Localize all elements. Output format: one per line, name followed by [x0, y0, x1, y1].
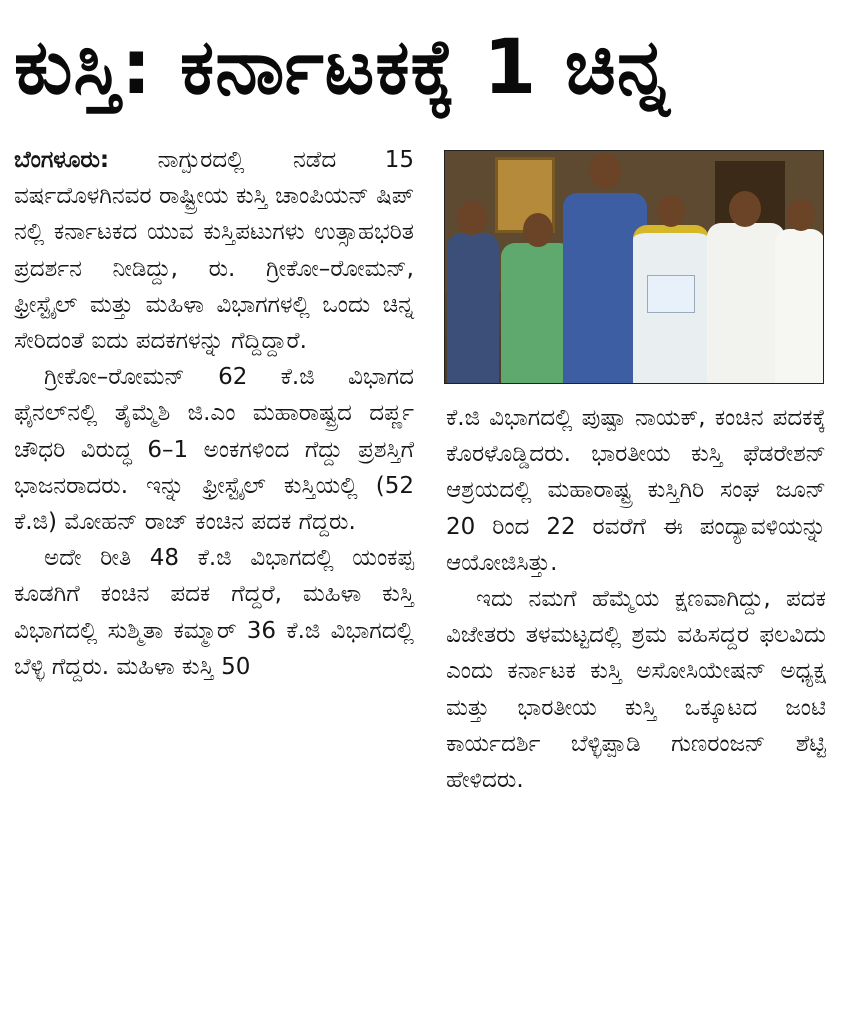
photo-person-2	[501, 183, 571, 383]
paragraph-3: ಅದೇ ರೀತಿ 48 ಕೆ.ಜಿ ವಿಭಾಗದಲ್ಲಿ ಯಂಕಪ್ಪ ಕೂಡಗಿಗೆ ಕಂಚಿನ ಪದಕ ಗೆದ್ದರೆ, ಮಹಿಳಾ ಕುಸ್ತಿ ವಿಭಾಗದಲ್ಲಿ ಸುಶ್ಮಿತಾ ಕಮ್ಮಾರ್ 36 ಕೆ.ಜಿ ವಿಭಾಗದಲ್ಲಿ ಬೆಳ್ಳಿ ಗೆದ್ದರು. ಮಹಿಳಾ ಕುಸ್ತಿ 50	[14, 545, 414, 680]
lead-paragraph	[14, 142, 414, 359]
paragraph-4: ಕೆ.ಜಿ ವಿಭಾಗದಲ್ಲಿ ಪುಷ್ಪಾ ನಾಯಕ್, ಕಂಚಿನ ಪದಕಕ್ಕೆ ಕೊರಳೊಡ್ಡಿದರು. ಭಾರತೀಯ ಕುಸ್ತಿ ಫೆಡರೇಶನ್ ಆಶ್ರಯದಲ್ಲಿ ಮಹಾರಾಷ್ಟ್ರ ಕುಸ್ತಿಗಿರಿ ಸಂಘ ಜೂನ್ 20 ರಿಂದ 22 ರವರೆಗೆ ಈ ಪಂದ್ಯಾವಳಿಯನ್ನು ಆಯೋಜಿಸಿತ್ತು.	[446, 405, 826, 576]
lead-text: ನಾಗ್ಪುರದಲ್ಲಿ ನಡೆದ 15 ವರ್ಷದೊಳಗಿನವರ ರಾಷ್ಟ್ರೀಯ ಕುಸ್ತಿ ಚಾಂಪಿಯನ್ ಷಿಪ್ ನಲ್ಲಿ ಕರ್ನಾಟಕದ ಯುವ ಕುಸ್ತಿಪಟುಗಳು ಉತ್ಸಾಹಭರಿತ ಪ್ರದರ್ಶನ ನೀಡಿದ್ದು, ರು. ಗ್ರೀಕೋ–ರೋಮನ್, ಫ್ರೀಸ್ಟೈಲ್ ಮತ್ತು ಮಹಿಳಾ ವಿಭಾಗಗಳಲ್ಲಿ ಒಂದು ಚಿನ್ನ ಸೇರಿದಂತೆ ಐದು ಪದಕಗಳನ್ನು ಗೆದ್ದಿದ್ದಾರೆ.	[14, 147, 414, 355]
news-photo	[444, 150, 824, 384]
article-column-left	[14, 142, 414, 685]
paragraph-2: ಗ್ರೀಕೋ–ರೋಮನ್ 62 ಕೆ.ಜಿ ವಿಭಾಗದ ಫೈನಲ್‌ನಲ್ಲಿ ತೈಮ್ಮೆಶಿ ಜಿ.ಎಂ ಮಹಾರಾಷ್ಟ್ರದ ದರ್ಪ್ಣ ಚೌಧರಿ ವಿರುದ್ಧ 6–1 ಅಂಕಗಳಿಂದ ಗೆದ್ದು ಪ್ರಶಸ್ತಿಗೆ ಭಾಜನರಾದರು. ಇನ್ನು ಫ್ರೀಸ್ಟೈಲ್ ಕುಸ್ತಿಯಲ್ಲಿ (52 ಕೆ.ಜಿ) ಮೋಹನ್ ರಾಜ್ ಕಂಚಿನ ಪದಕ ಗೆದ್ದರು.	[14, 364, 414, 536]
headline: ಕುಸ್ತಿ: ಕರ್ನಾಟಕಕ್ಕೆ 1 ಚಿನ್ನ	[14, 22, 671, 111]
article-column-right	[446, 400, 826, 798]
dateline: ಬೆಂಗಳೂರು:	[14, 147, 110, 173]
photo-person-5	[707, 175, 785, 383]
photo-certificate	[647, 275, 695, 313]
paragraph-5: ಇದು ನಮಗೆ ಹೆಮ್ಮೆಯ ಕ್ಷಣವಾಗಿದ್ದು, ಪದಕ ವಿಜೇತರು ತಳಮಟ್ಟದಲ್ಲಿ ಶ್ರಮ ವಹಿಸದ್ದರ ಫಲವಿದು ಎಂದು ಕರ್ನಾಟಕ ಕುಸ್ತಿ ಅಸೋಸಿಯೇಷನ್ ಅಧ್ಯಕ್ಷ ಮತ್ತು ಭಾರತೀಯ ಕುಸ್ತಿ ಒಕ್ಕೂಟದ ಜಂಟಿ ಕಾರ್ಯದರ್ಶಿ ಬೆಳ್ಳಿಪ್ಪಾಡಿ ಗುಣರಂಜನ್ ಶೆಟ್ಟಿ ಹೇಳಿದರು.	[446, 586, 826, 794]
photo-person-6	[775, 173, 823, 383]
photo-person-1	[447, 173, 497, 383]
